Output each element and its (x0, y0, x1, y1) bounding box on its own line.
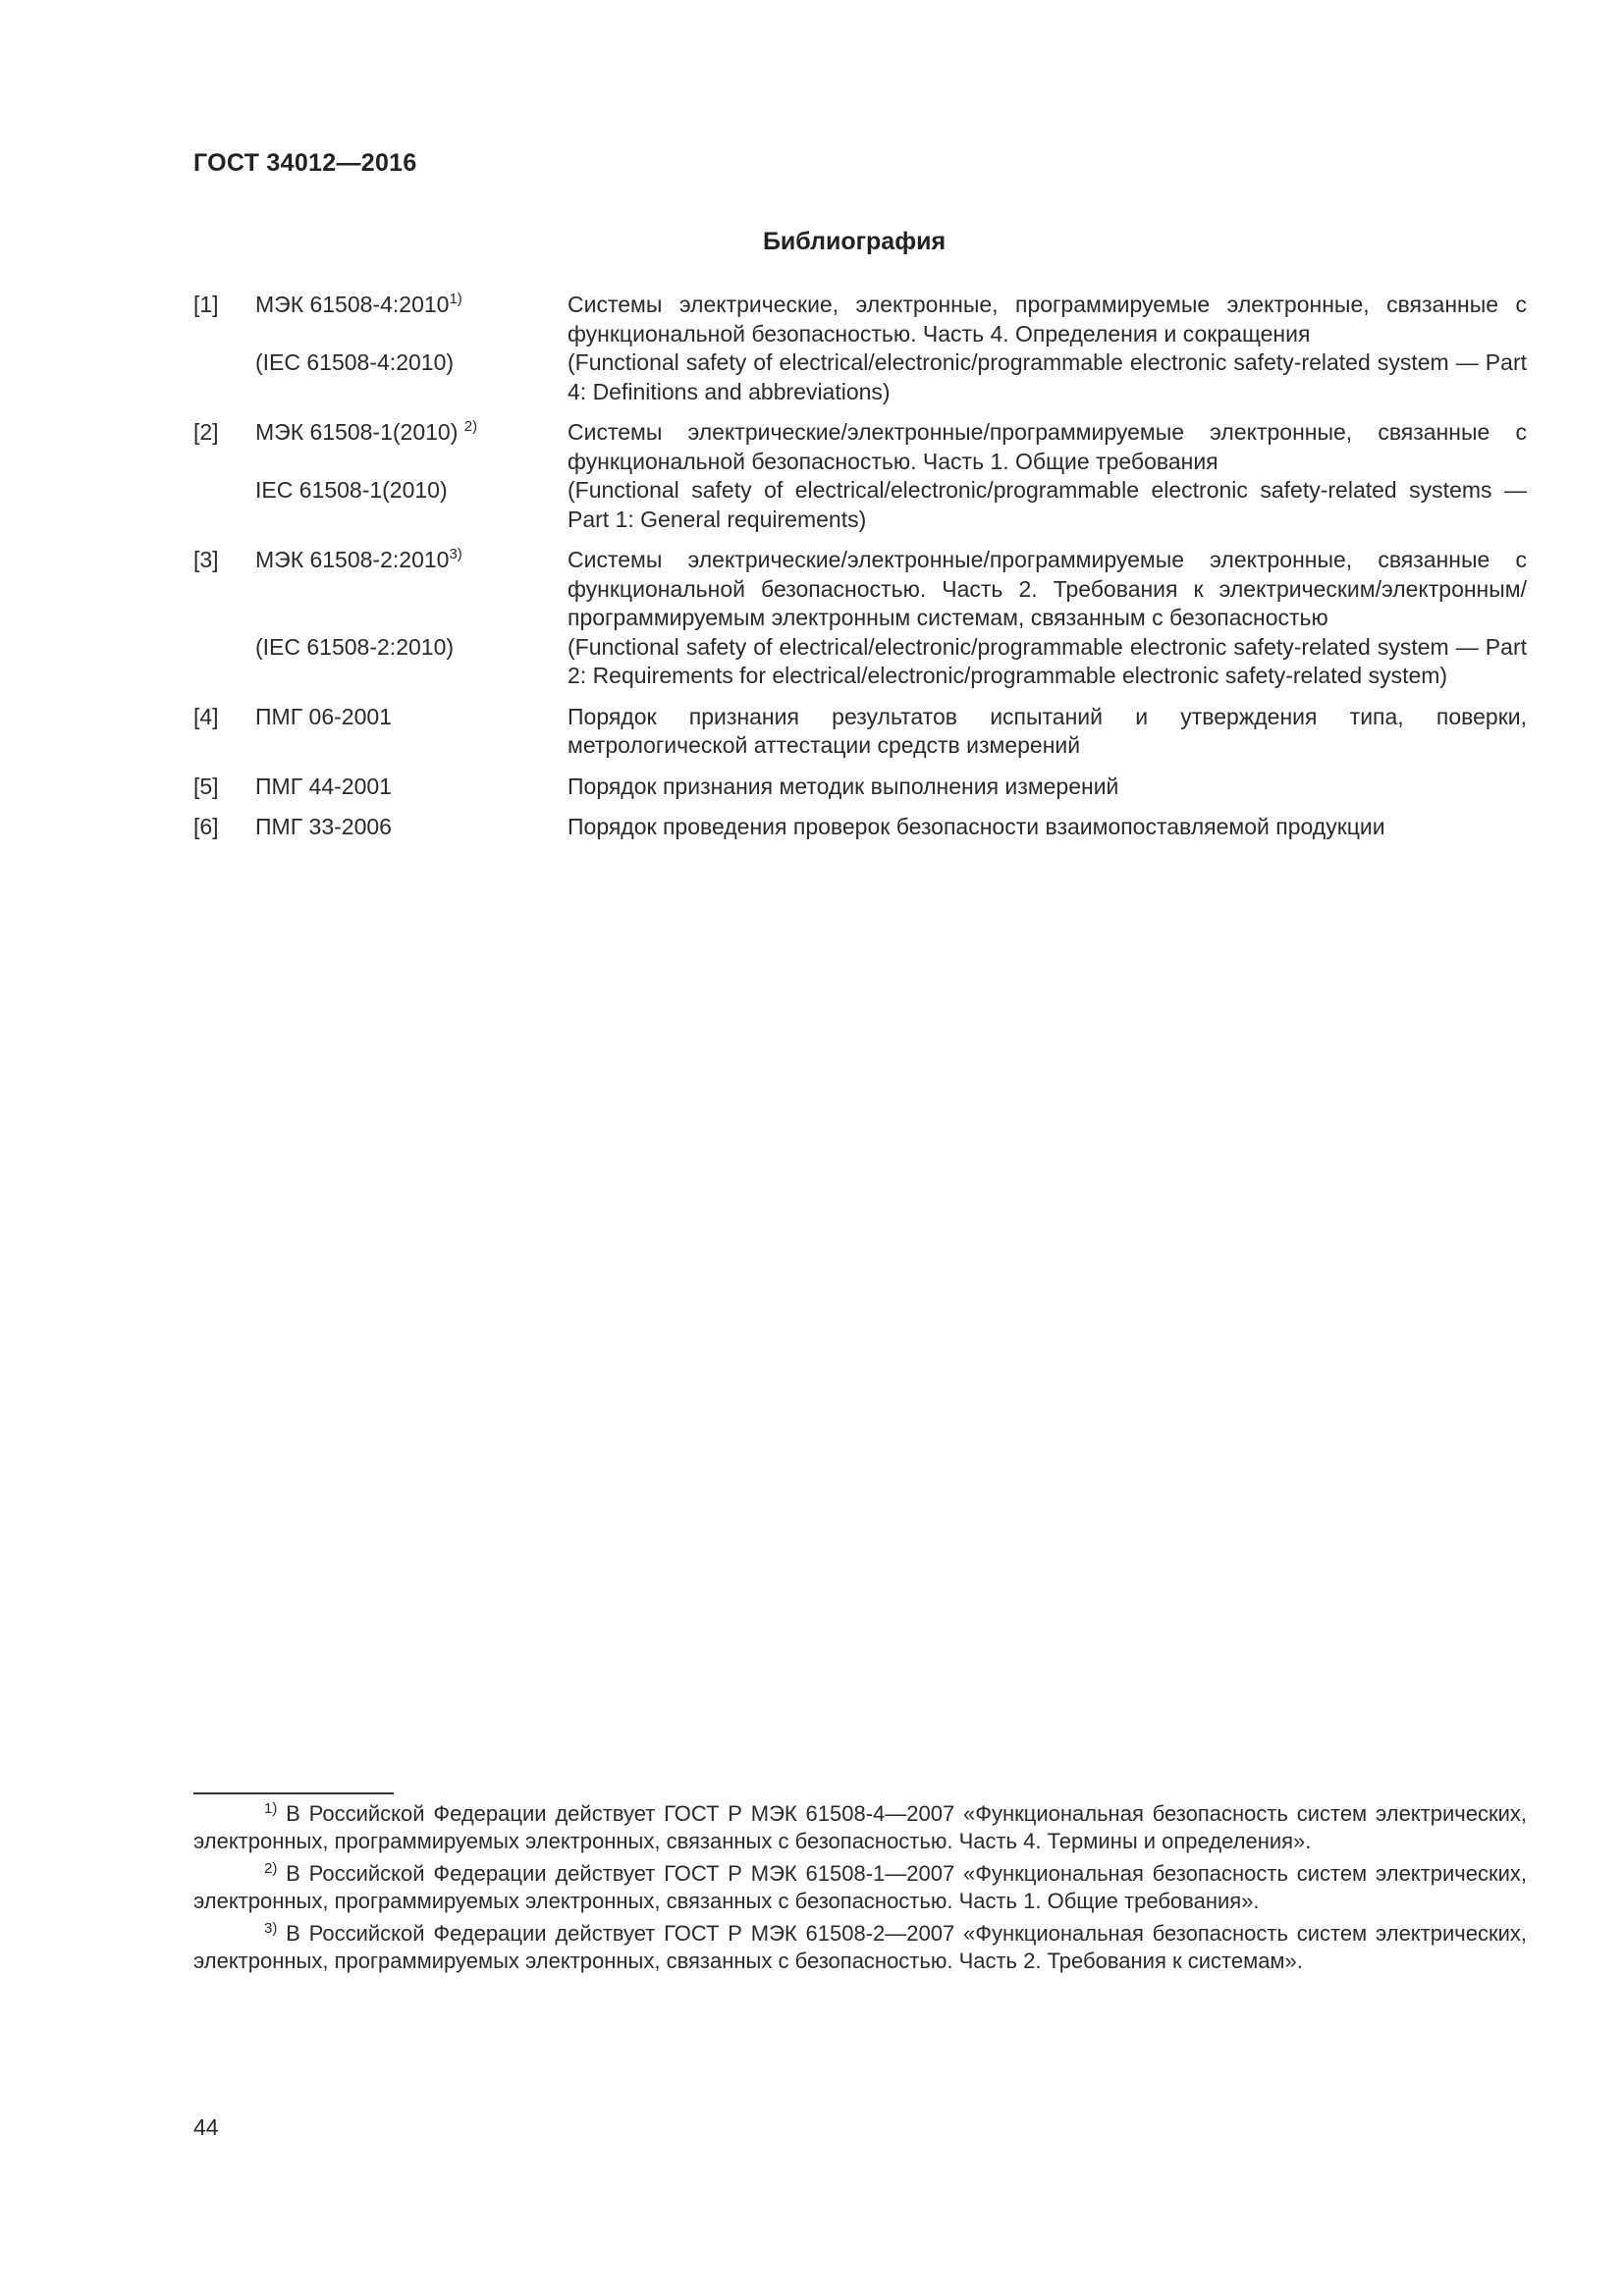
entry-number: [3] (193, 547, 219, 572)
entry-ref-en: IEC 61508-1(2010) (255, 477, 448, 503)
footnote-text: В Российской Федерации действует ГОСТ Р МЭК 61508-1—2007 «Функциональная безопасность систем электрических, электронных, программируемых электронных, связанных с безопасностью. Часть 1. Общие требования». (193, 1861, 1527, 1913)
entry-number: [1] (193, 292, 219, 317)
bibliography-title: Библиография (762, 228, 947, 255)
entry-reference: ПМГ 33-2006 (255, 814, 392, 839)
entry-desc-ru: Системы электрические/электронные/программируемые электронные, связанные с функциональной безопасностью. Часть 1. Общие требования (568, 419, 1527, 474)
footnote-mark: 3) (264, 1920, 278, 1937)
page-number: 44 (193, 2114, 219, 2140)
entry-reference (255, 546, 568, 691)
footnote-mark: 1) (264, 1800, 278, 1817)
footnote-text: В Российской Федерации действует ГОСТ Р МЭК 61508-2—2007 «Функциональная безопасность систем электрических, электронных, программируемых электронных, связанных с безопасностью. Часть 2. Требования к системам». (193, 1921, 1527, 1973)
entry-reference (255, 418, 568, 534)
footnote-divider (193, 1792, 394, 1794)
bibliography-entry (193, 546, 1527, 691)
entry-desc-en: (Functional safety of electrical/electronic/programmable electronic safety-related systems — Part 1: General requirements) (568, 477, 1527, 532)
entry-number: [5] (193, 773, 219, 799)
entry-number: [4] (193, 703, 219, 729)
footnote (193, 1800, 1527, 1854)
entry-number: [2] (193, 419, 219, 445)
entry-reference (255, 291, 568, 406)
entry-description: Порядок проведения проверок безопасности взаимопоставляемой продукции (568, 814, 1385, 839)
document-header: ГОСТ 34012—2016 (193, 149, 417, 177)
entry-description: Порядок признания методик выполнения измерений (568, 773, 1119, 799)
footnotes (193, 1800, 1527, 1980)
bibliography-entry (193, 418, 1527, 534)
entry-desc-en: (Functional safety of electrical/electronic/programmable electronic safety-related system — Part 2: Requirements for electrical/electronic/programmable electronic safety-related system) (568, 633, 1527, 688)
entry-description: Порядок признания результатов испытаний и утверждения типа, поверки, метрологической аттестации средств измерений (568, 703, 1527, 758)
entry-reference: ПМГ 06-2001 (255, 703, 392, 729)
bibliography-entry (193, 813, 1527, 842)
entry-ref-ru: МЭК 61508-1(2010) (255, 419, 464, 445)
entry-ref-en: (IEC 61508-4:2010) (255, 349, 455, 375)
entry-description (568, 418, 1527, 534)
bibliography-entry (193, 703, 1527, 761)
footnote (193, 1860, 1527, 1914)
bibliography-entry (193, 291, 1527, 406)
footnote (193, 1920, 1527, 1974)
footnote-marker[interactable]: 3) (449, 546, 462, 562)
bibliography-list (193, 291, 1527, 854)
entry-ref-en: (IEC 61508-2:2010) (255, 633, 455, 660)
footnote-marker[interactable]: 2) (463, 418, 478, 435)
footnote-text: В Российской Федерации действует ГОСТ Р МЭК 61508-4—2007 «Функциональная безопасность систем электрических, электронных, программируемых электронных, связанных с безопасностью. Часть 4. Термины и определения». (193, 1801, 1527, 1853)
entry-reference: ПМГ 44-2001 (255, 773, 392, 799)
entry-desc-ru: Системы электрические/электронные/программируемые электронные, связанные с функциональной безопасностью. Часть 2. Требования к электрическим/электронным/программируемым электронным системам, связанным с безопасностью (568, 547, 1527, 630)
entry-ref-ru: МЭК 61508-2:2010 (255, 547, 450, 572)
entry-desc-ru: Системы электрические, электронные, программируемые электронные, связанные с функциональной безопасностью. Часть 4. Определения и сокращения (568, 292, 1527, 347)
footnote-mark: 2) (264, 1860, 278, 1877)
bibliography-entry (193, 773, 1527, 802)
entry-desc-en: (Functional safety of electrical/electronic/programmable electronic safety-related system — Part 4: Definitions and abbreviations) (568, 349, 1527, 404)
entry-ref-ru: МЭК 61508-4:2010 (255, 292, 450, 317)
entry-description (568, 291, 1527, 406)
footnote-marker[interactable]: 1) (449, 291, 462, 307)
entry-number: [6] (193, 814, 219, 839)
entry-description (568, 546, 1527, 691)
